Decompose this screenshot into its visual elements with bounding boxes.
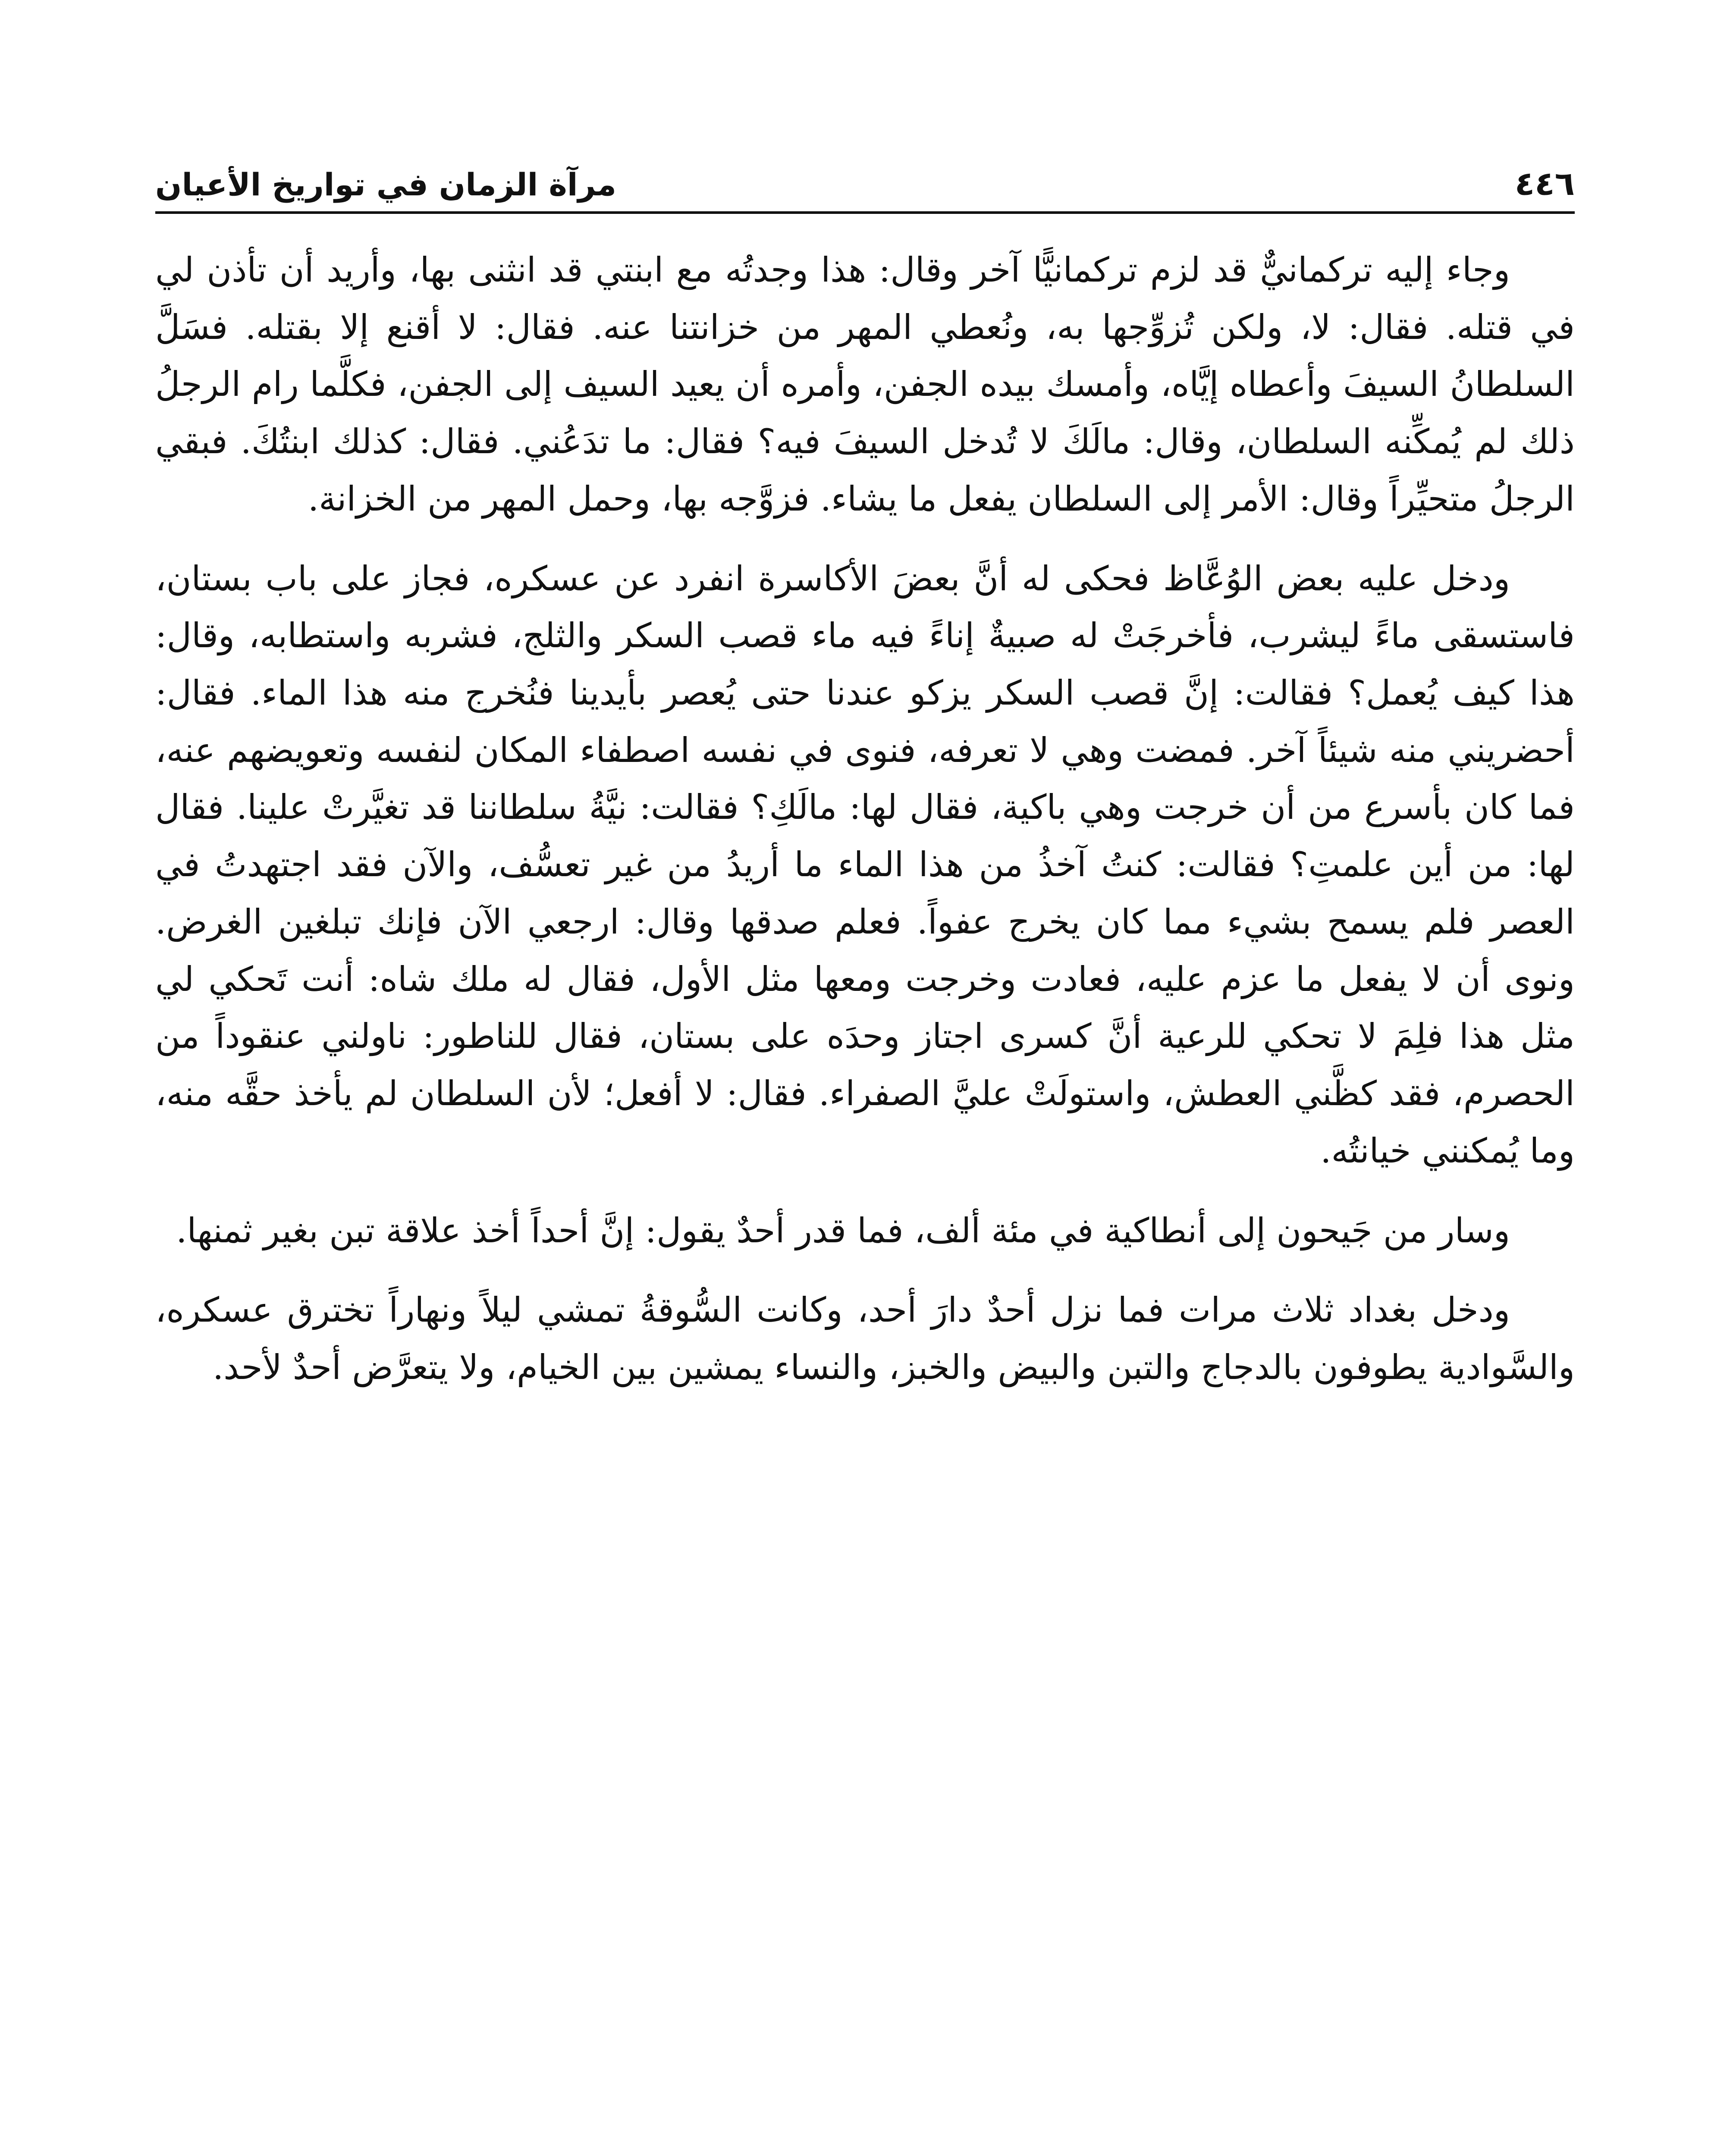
page-body [155, 241, 1575, 2156]
header-divider [155, 211, 1575, 214]
running-header [155, 142, 1575, 207]
paragraph: ودخل عليه بعض الوُعَّاظ فحكى له أنَّ بعضَ الأكاسرة انفرد عن عسكره، فجاز على باب بستان، فاستسقى ماءً ليشرب، فأخرجَتْ له صبيةٌ إناءً فيه ماء قصب السكر والثلج، فشربه واستطابه، وقال: هذا كيف يُعمل؟ فقالت: إنَّ قصب السكر يزكو عندنا حتى يُعصر بأيدينا فنُخرج منه هذا الماء. فقال: أحضريني منه شيئاً آخر. فمضت وهي لا تعرفه، فنوى في نفسه اصطفاء المكان لنفسه وتعويضهم عنه، فما كان بأسرع من أن خرجت وهي باكية، فقال لها: مالَكِ؟ فقالت: نيَّةُ سلطاننا قد تغيَّرتْ علينا. فقال لها: من أين علمتِ؟ فقالت: كنتُ آخذُ من هذا الماء ما أريدُ من غير تعسُّف، والآن فقد اجتهدتُ في العصر فلم يسمح بشيء مما كان يخرج عفواً. فعلم صدقها وقال: ارجعي الآن فإنك تبلغين الغرض. ونوى أن لا يفعل ما عزم عليه، فعادت وخرجت ومعها مثل الأول، فقال له ملك شاه: أنت تَحكي لي مثل هذا فلِمَ لا تحكي للرعية أنَّ كسرى اجتاز وحدَه على بستان، فقال للناطور: ناولني عنقوداً من الحصرم، فقد كظَّني العطش، واستولَتْ عليَّ الصفراء. فقال: لا أفعل؛ لأن السلطان لم يأخذ حقَّه منه، وما يُمكنني خيانتُه. [155, 558, 1575, 1171]
paragraph: ودخل بغداد ثلاث مرات فما نزل أحدٌ دارَ أحد، وكانت السُّوقةُ تمشي ليلاً ونهاراً تخترق عسكره، والسَّوادية يطوفون بالدجاج والتبن والبيض والخبز، والنساء يمشين بين الخيام، ولا يتعرَّض أحدٌ لأحد. [155, 1290, 1575, 1387]
paragraph: وجاء إليه تركمانيٌّ قد لزم تركمانيًّا آخر وقال: هذا وجدتُه مع ابنتي قد انثنى بها، وأريد أن تأذن لي في قتله. فقال: لا، ولكن تُزوِّجها به، ونُعطي المهر من خزانتنا عنه. فقال: لا أقنع إلا بقتله. فسَلَّ السلطانُ السيفَ وأعطاه إيَّاه، وأمسك بيده الجفن، وأمره أن يعيد السيف إلى الجفن، فكلَّما رام الرجلُ ذلك لم يُمكِّنه السلطان، وقال: مالَكَ لا تُدخل السيفَ فيه؟ فقال: ما تدَعُني. فقال: كذلك ابنتُكَ. فبقي الرجلُ متحيِّراً وقال: الأمر إلى السلطان يفعل ما يشاء. فزوَّجه بها، وحمل المهر من الخزانة. [155, 250, 1575, 519]
paragraph: وسار من جَيحون إلى أنطاكية في مئة ألف، فما قدر أحدٌ يقول: إنَّ أحداً أخذ علاقة تبن بغير ثمنها. [176, 1210, 1510, 1250]
page-number: ٤٤٦ [1514, 164, 1575, 203]
book-title: مرآة الزمان في تواريخ الأعيان [155, 166, 616, 203]
